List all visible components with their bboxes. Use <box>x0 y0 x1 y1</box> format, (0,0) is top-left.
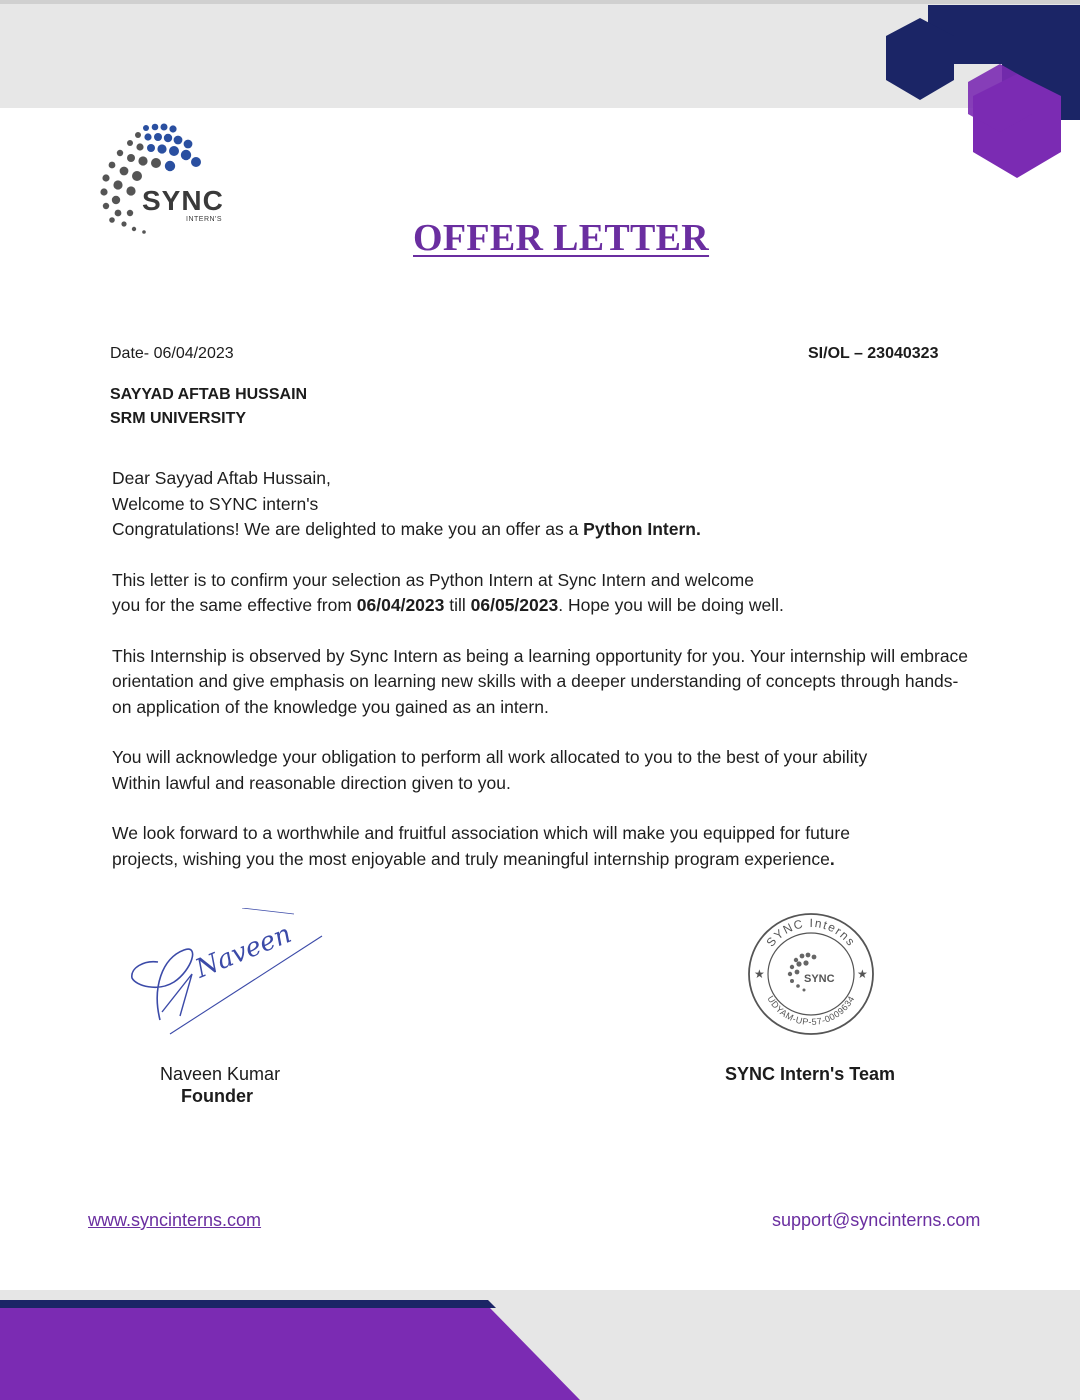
confirmation-paragraph <box>112 568 972 619</box>
obligation-paragraph <box>112 745 972 796</box>
page-title: OFFER LETTER <box>413 217 710 259</box>
letter-body <box>112 466 972 872</box>
svg-text:UDYAM-UP-57-0009634 <box>765 994 856 1027</box>
sync-logo <box>94 118 254 243</box>
end-date: 06/05/2023 <box>470 595 559 615</box>
obligation-line-1: You will acknowledge your obligation to perform all work allocated to you to the best of your ability <box>112 747 868 767</box>
recipient-institution: SRM UNIVERSITY <box>110 410 247 427</box>
salutation: Dear Sayyad Aftab Hussain, <box>112 468 331 488</box>
bottom-purple-decoration <box>0 1300 600 1400</box>
hexagon-decoration <box>880 0 1080 190</box>
company-seal <box>744 910 879 1038</box>
support-email-link[interactable]: support@syncinterns.com <box>772 1210 981 1230</box>
confirmation-line-2: you for the same effective from <box>112 595 357 615</box>
website-link[interactable]: www.syncinterns.com <box>88 1210 262 1230</box>
closing-line-1: We look forward to a worthwhile and fruitful association which will make you equipped for future <box>112 823 850 843</box>
confirmation-suffix: . Hope you will be doing well. <box>558 595 784 615</box>
signatory-name: Naveen Kumar <box>160 1064 281 1084</box>
role-title: Python Intern. <box>583 519 701 539</box>
seal-top-text: SYNC Interns <box>763 915 859 950</box>
closing-period: . <box>829 848 835 869</box>
confirmation-line-1: This letter is to confirm your selection as Python Intern at Sync Intern and welcome <box>112 569 754 590</box>
till-text: till <box>444 595 471 615</box>
recipient-block <box>110 383 307 431</box>
team-signoff: SYNC Intern's Team <box>725 1064 895 1084</box>
closing-paragraph <box>112 821 972 872</box>
founder-signature <box>122 908 332 1038</box>
signatory-role: Founder <box>181 1086 253 1106</box>
obligation-line-2: Within lawful and reasonable direction given to you. <box>112 772 511 793</box>
congrats-line <box>112 517 972 543</box>
reference-number: SI/OL – 23040323 <box>808 345 939 362</box>
seal-center-text: SYNC <box>804 973 835 985</box>
svg-text:★: ★ <box>857 967 868 981</box>
logo-brand: SYNC <box>142 185 224 216</box>
congrats-text: Congratulations! We are delighted to make you an offer as a <box>112 519 584 539</box>
letter-date: Date- 06/04/2023 <box>110 345 234 362</box>
start-date: 06/04/2023 <box>356 595 445 615</box>
welcome-line: Welcome to SYNC intern's <box>112 493 319 514</box>
recipient-name: SAYYAD AFTAB HUSSAIN <box>110 386 308 403</box>
svg-text:★: ★ <box>754 967 765 981</box>
seal-bottom-text: UDYAM-UP-57-0009634 <box>765 993 857 1028</box>
internship-paragraph: This Internship is observed by Sync Intern as being a learning opportunity for you. Your internship will embrace orientation and give emphasis on learning new skills with a deeper understanding of concepts through hands-on application of the knowledge you gained as an intern. <box>112 645 969 717</box>
signature-script: Naveen <box>191 919 296 985</box>
logo-sub: INTERN'S <box>186 216 223 223</box>
closing-line-2: projects, wishing you the most enjoyable and truly meaningful internship program experience <box>112 848 830 869</box>
